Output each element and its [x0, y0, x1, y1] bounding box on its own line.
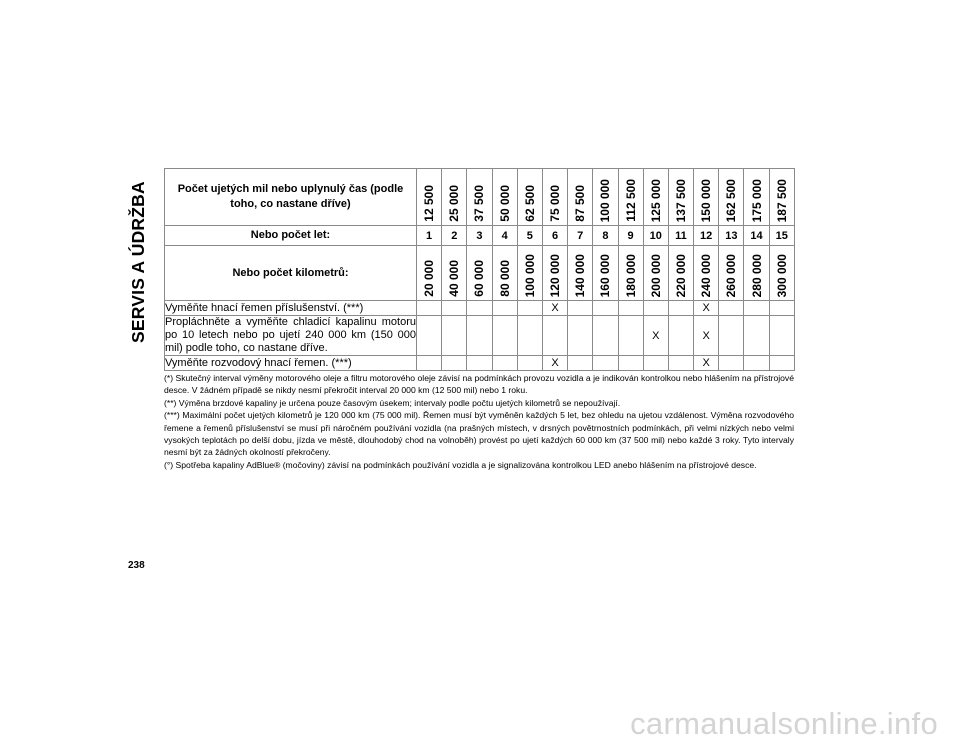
km-interval-cell [769, 246, 794, 301]
service-mark [593, 316, 618, 356]
km-interval: 60 000 [472, 260, 487, 297]
year-interval: 10 [643, 226, 668, 246]
miles-interval: 12 500 [422, 185, 437, 222]
service-mark [467, 356, 492, 371]
miles-interval-cell [643, 169, 668, 226]
km-interval-cell [719, 246, 744, 301]
service-mark: X [694, 356, 719, 371]
service-item-label: Vyměňte rozvodový hnací řemen. (***) [165, 356, 417, 371]
miles-interval: 62 500 [522, 185, 537, 222]
service-mark [593, 301, 618, 316]
miles-interval: 162 500 [724, 178, 739, 222]
service-mark [492, 316, 517, 356]
year-interval: 5 [517, 226, 542, 246]
miles-interval: 75 000 [548, 185, 563, 222]
km-interval-cell [467, 246, 492, 301]
years-header-row [165, 226, 795, 246]
km-interval-cell [618, 246, 643, 301]
miles-interval-cell [769, 169, 794, 226]
miles-interval: 50 000 [497, 185, 512, 222]
miles-interval: 87 500 [573, 185, 588, 222]
km-interval-cell [492, 246, 517, 301]
service-mark [417, 356, 442, 371]
km-interval: 200 000 [648, 253, 663, 297]
service-mark [769, 301, 794, 316]
year-interval: 9 [618, 226, 643, 246]
service-mark [719, 301, 744, 316]
miles-interval-cell [744, 169, 769, 226]
km-interval-cell [417, 246, 442, 301]
miles-interval-cell [719, 169, 744, 226]
miles-interval: 175 000 [749, 178, 764, 222]
service-mark [769, 356, 794, 371]
service-mark [542, 316, 567, 356]
year-interval: 12 [694, 226, 719, 246]
service-mark [744, 316, 769, 356]
miles-interval-cell [492, 169, 517, 226]
year-interval: 6 [542, 226, 567, 246]
km-interval-cell [517, 246, 542, 301]
year-interval: 3 [467, 226, 492, 246]
service-mark [492, 301, 517, 316]
miles-interval-cell [694, 169, 719, 226]
miles-interval: 25 000 [447, 185, 462, 222]
km-interval-cell [694, 246, 719, 301]
service-mark: X [643, 316, 668, 356]
table-row [165, 301, 795, 316]
service-mark [593, 356, 618, 371]
km-header: Nebo počet kilometrů: [165, 246, 417, 301]
miles-interval-cell [618, 169, 643, 226]
service-mark [618, 316, 643, 356]
km-interval: 180 000 [623, 253, 638, 297]
km-interval: 280 000 [749, 253, 764, 297]
service-mark [417, 316, 442, 356]
miles-header-row [165, 169, 795, 226]
section-title: SERVIS A ÚDRŽBA [128, 181, 148, 343]
miles-interval-cell [568, 169, 593, 226]
km-interval: 120 000 [548, 253, 563, 297]
year-interval: 1 [417, 226, 442, 246]
footnote-paragraph: (°) Spotřeba kapaliny AdBlue® (močoviny) závisí na podmínkách používání vozidla a je signalizována kontrolkou LED anebo hlášením na přístrojové desce. [164, 459, 757, 470]
service-mark [467, 301, 492, 316]
maintenance-schedule-table [164, 168, 795, 371]
miles-interval: 125 000 [648, 178, 663, 222]
km-interval: 40 000 [447, 260, 462, 297]
km-interval: 220 000 [673, 253, 688, 297]
km-interval-cell [668, 246, 693, 301]
year-interval: 4 [492, 226, 517, 246]
year-interval: 11 [668, 226, 693, 246]
service-mark [668, 316, 693, 356]
km-interval: 80 000 [497, 260, 512, 297]
service-mark [643, 356, 668, 371]
miles-interval: 150 000 [699, 178, 714, 222]
table-row [165, 316, 795, 356]
km-interval: 300 000 [774, 253, 789, 297]
km-interval-cell [568, 246, 593, 301]
service-mark [668, 301, 693, 316]
service-mark [744, 301, 769, 316]
miles-interval-cell [417, 169, 442, 226]
km-interval: 100 000 [522, 253, 537, 297]
km-interval-cell [542, 246, 567, 301]
miles-interval: 187 500 [774, 178, 789, 222]
service-mark [618, 356, 643, 371]
service-mark [568, 356, 593, 371]
year-interval: 15 [769, 226, 794, 246]
service-mark [719, 316, 744, 356]
year-interval: 2 [442, 226, 467, 246]
miles-interval: 37 500 [472, 185, 487, 222]
service-mark [744, 356, 769, 371]
miles-interval: 137 500 [673, 178, 688, 222]
service-mark [517, 356, 542, 371]
miles-interval-cell [542, 169, 567, 226]
footnote-paragraph: (***) Maximální počet ujetých kilometrů je 120 000 km (75 000 mil). Řemen musí být vyměněn každých 5 let, bez ohledu na ujetou vzdálenost. Výměna rozvodového řemene a řemenů příslušenství se musí při náročném používání vozidla (na prašných místech, v drsných povětrnostních podmínkách, při velmi nízkých nebo velmi vysokých teplotách po delší dobu, jízda ve městě, dlouhodobý chod na volnoběh) provést po ujetí každých 60 000 km (37 500 mil) nebo každé 3 roky. Tyto intervaly nesmí být za žádných okolností překročeny. [164, 410, 794, 458]
service-mark [417, 301, 442, 316]
service-mark [442, 356, 467, 371]
watermark: carmanualsonline.info [630, 706, 938, 741]
year-interval: 13 [719, 226, 744, 246]
service-mark [517, 301, 542, 316]
footnotes [164, 372, 794, 471]
service-mark [467, 316, 492, 356]
service-mark [442, 301, 467, 316]
service-mark [643, 301, 668, 316]
km-interval-cell [442, 246, 467, 301]
service-mark: X [542, 356, 567, 371]
service-item-label: Vyměňte hnací řemen příslušenství. (***) [165, 301, 417, 316]
service-mark [769, 316, 794, 356]
miles-interval-cell [593, 169, 618, 226]
miles-interval: 112 500 [623, 179, 638, 222]
service-mark [442, 316, 467, 356]
years-header: Nebo počet let: [165, 226, 417, 246]
service-mark [568, 316, 593, 356]
km-interval-cell [593, 246, 618, 301]
miles-interval-cell [442, 169, 467, 226]
service-mark [492, 356, 517, 371]
km-header-row [165, 246, 795, 301]
footnote-paragraph: (*) Skutečný interval výměny motorového oleje a filtru motorového oleje závisí na podmínkách provozu vozidla a je indikován kontrolkou nebo hlášením na přístrojové desce. V žádném případě se nikdy nesmí překročit interval 20 000 km (12 500 mil) nebo 1 roku. [164, 373, 794, 396]
miles-header: Počet ujetých mil nebo uplynulý čas (podle toho, co nastane dříve) [165, 169, 417, 226]
footnote-paragraph: (**) Výměna brzdové kapaliny je určena pouze časovým úsekem; intervaly podle počtu ujetých kilometrů se nepoužívají. [164, 397, 621, 408]
service-item-label: Propláchněte a vyměňte chladicí kapalinu motoru po 10 letech nebo po ujetí 240 000 km (150 000 mil) podle toho, co nastane dříve. [165, 316, 416, 354]
km-interval: 160 000 [598, 253, 613, 297]
service-mark: X [694, 301, 719, 316]
year-interval: 14 [744, 226, 769, 246]
service-mark [517, 316, 542, 356]
service-mark [668, 356, 693, 371]
service-mark: X [542, 301, 567, 316]
service-mark [618, 301, 643, 316]
page-number: 238 [128, 560, 145, 571]
km-interval: 240 000 [699, 253, 714, 297]
km-interval: 20 000 [422, 260, 437, 297]
service-mark [568, 301, 593, 316]
miles-interval: 100 000 [598, 178, 613, 222]
km-interval-cell [744, 246, 769, 301]
km-interval: 260 000 [724, 253, 739, 297]
table-row [165, 356, 795, 371]
miles-interval-cell [668, 169, 693, 226]
miles-interval-cell [517, 169, 542, 226]
year-interval: 7 [568, 226, 593, 246]
miles-interval-cell [467, 169, 492, 226]
year-interval: 8 [593, 226, 618, 246]
service-mark [719, 356, 744, 371]
km-interval-cell [643, 246, 668, 301]
service-mark: X [694, 316, 719, 356]
km-interval: 140 000 [573, 253, 588, 297]
